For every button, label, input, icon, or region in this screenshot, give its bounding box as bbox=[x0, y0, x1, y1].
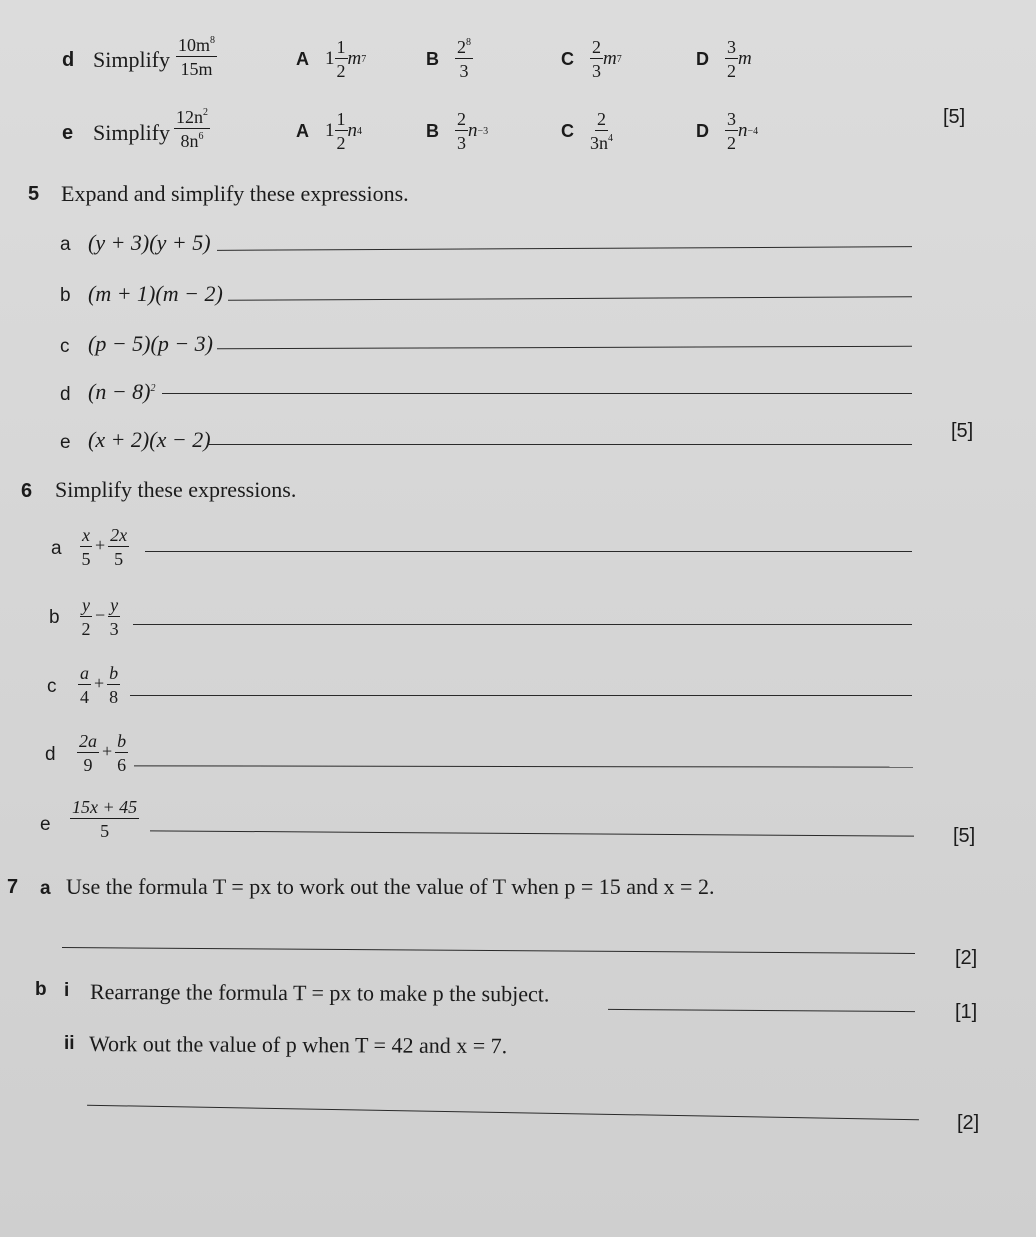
q4e-option-d bbox=[696, 110, 758, 152]
option-exp: 4 bbox=[357, 125, 362, 137]
option-var: m bbox=[347, 48, 362, 69]
option-var: n bbox=[468, 120, 478, 141]
option-exp: −3 bbox=[477, 125, 489, 137]
q6-title: Simplify these expressions. bbox=[55, 477, 297, 502]
q7bi-label: i bbox=[64, 980, 70, 1001]
operator: + bbox=[94, 673, 105, 694]
option-den-exp: 4 bbox=[608, 133, 613, 144]
frac-den: 2 bbox=[81, 619, 91, 639]
option-letter: C bbox=[561, 120, 574, 141]
q4d-option-b bbox=[426, 38, 473, 80]
frac-den: 5 bbox=[100, 821, 110, 841]
option-exp: 7 bbox=[361, 53, 367, 65]
q5-number: 5 bbox=[28, 183, 40, 205]
frac-den: 5 bbox=[81, 549, 91, 569]
q5-marks: [5] bbox=[951, 420, 974, 442]
q4e-option-b bbox=[426, 110, 488, 152]
option-den: 3 bbox=[457, 133, 466, 153]
q6d-label: d bbox=[45, 744, 56, 765]
q6c-answer-line[interactable] bbox=[130, 695, 912, 696]
option-num: 2 bbox=[457, 37, 466, 57]
q4e-den-exp: 6 bbox=[198, 131, 204, 142]
frac-num: y bbox=[110, 595, 119, 615]
frac-den: 9 bbox=[83, 755, 93, 775]
option-exp: 7 bbox=[616, 53, 622, 65]
q5b-answer-line[interactable] bbox=[228, 296, 912, 301]
frac-num: y bbox=[82, 595, 90, 615]
option-letter: C bbox=[561, 48, 574, 69]
option-whole: 1 bbox=[325, 120, 335, 141]
q6a-label: a bbox=[51, 538, 62, 559]
q6e-expression bbox=[70, 798, 139, 840]
frac-num: b bbox=[109, 663, 119, 683]
option-letter: A bbox=[296, 48, 309, 69]
option-whole: 1 bbox=[325, 48, 335, 69]
q4d-option-d bbox=[696, 38, 752, 80]
q6a-expression bbox=[80, 526, 129, 568]
option-num: 2 bbox=[592, 37, 601, 57]
option-num: 1 bbox=[336, 109, 346, 129]
q6b-answer-line[interactable] bbox=[133, 624, 912, 625]
q4d-option-a bbox=[296, 38, 366, 80]
option-num: 2 bbox=[457, 109, 466, 129]
q4e-num-exp: 2 bbox=[203, 107, 208, 118]
q7bi-answer-line[interactable] bbox=[608, 1009, 915, 1012]
option-var: n bbox=[347, 120, 357, 141]
option-den: 2 bbox=[727, 61, 736, 81]
option-num: 3 bbox=[727, 37, 736, 57]
q4e-expression bbox=[174, 108, 210, 150]
frac-num: x bbox=[82, 525, 90, 545]
q4d-label: d bbox=[62, 49, 75, 71]
option-letter: A bbox=[296, 120, 309, 141]
frac-den: 6 bbox=[117, 755, 127, 775]
q7bii-text: Work out the value of p when T = 42 and x = 7. bbox=[88, 1031, 508, 1059]
frac-num: 2x bbox=[110, 525, 128, 545]
q5d-answer-line[interactable] bbox=[162, 393, 912, 394]
q5a-label: a bbox=[60, 234, 71, 255]
q5d-expression bbox=[88, 379, 156, 405]
option-var: m bbox=[603, 48, 617, 69]
q7bi-text: Rearrange the formula T = px to make p the subject. bbox=[89, 979, 550, 1007]
q7a-answer-line[interactable] bbox=[62, 947, 915, 954]
q6d-expression bbox=[77, 732, 128, 774]
option-den: 2 bbox=[336, 133, 346, 153]
q4d-num-exp: 8 bbox=[210, 35, 216, 46]
q6b-expression bbox=[80, 596, 120, 638]
q4e-num: 12n bbox=[176, 107, 203, 127]
q6c-label: c bbox=[47, 676, 57, 697]
q7a-text: Use the formula T = px to work out the value of T when p = 15 and x = 2. bbox=[66, 874, 715, 899]
frac-den: 5 bbox=[114, 549, 124, 569]
q5a-answer-line[interactable] bbox=[217, 246, 912, 251]
option-letter: D bbox=[696, 48, 709, 69]
option-exp: −4 bbox=[747, 125, 759, 137]
frac-num: b bbox=[117, 731, 127, 751]
q6e-label: e bbox=[40, 814, 51, 835]
option-letter: B bbox=[426, 120, 439, 141]
option-letter: B bbox=[426, 48, 439, 69]
q7-number: 7 bbox=[7, 876, 19, 898]
frac-den: 3 bbox=[109, 619, 119, 639]
q6-number: 6 bbox=[21, 480, 33, 502]
q4d-den: 15m bbox=[180, 59, 213, 79]
q4e-text: Simplify bbox=[93, 120, 171, 145]
q4e-option-a bbox=[296, 110, 362, 152]
option-num: 1 bbox=[336, 37, 346, 57]
q4e-option-c bbox=[561, 110, 613, 152]
operator: − bbox=[95, 605, 106, 626]
q5e-answer-line[interactable] bbox=[207, 444, 912, 445]
q5d-expr-base: (n − 8) bbox=[88, 379, 151, 404]
option-den: 3 bbox=[459, 61, 469, 81]
q5c-answer-line[interactable] bbox=[217, 346, 912, 349]
q4d-text: Simplify bbox=[93, 47, 171, 72]
q4d-expression bbox=[176, 36, 217, 78]
q5-title: Expand and simplify these expressions. bbox=[61, 181, 409, 206]
option-num: 2 bbox=[597, 109, 606, 129]
q5a-expression: (y + 3)(y + 5) bbox=[88, 230, 211, 255]
frac-num: 2a bbox=[79, 731, 97, 751]
q7bii-marks: [2] bbox=[957, 1112, 980, 1134]
q5c-expression: (p − 5)(p − 3) bbox=[88, 331, 213, 356]
q7b-label: b bbox=[35, 979, 47, 1000]
q4d-option-c bbox=[561, 38, 622, 80]
q5d-expr-exp: 2 bbox=[150, 383, 156, 394]
q4d-num: 10m bbox=[178, 35, 211, 55]
q4e-label: e bbox=[62, 122, 74, 144]
q6e-answer-line[interactable] bbox=[150, 830, 914, 836]
q7bii-label: ii bbox=[64, 1033, 75, 1054]
q5e-label: e bbox=[60, 432, 71, 453]
option-den: 3n bbox=[590, 133, 608, 153]
option-den: 3 bbox=[592, 61, 601, 81]
option-var: m bbox=[738, 48, 752, 69]
q6-marks: [5] bbox=[953, 825, 976, 847]
q5d-label: d bbox=[60, 384, 71, 405]
option-den: 2 bbox=[727, 133, 736, 153]
q5c-label: c bbox=[60, 336, 70, 357]
q7a-marks: [2] bbox=[955, 947, 978, 969]
frac-den: 4 bbox=[80, 687, 89, 707]
operator: + bbox=[95, 535, 106, 556]
q6b-label: b bbox=[49, 607, 60, 628]
q5b-expression: (m + 1)(m − 2) bbox=[88, 281, 223, 306]
option-den: 2 bbox=[336, 61, 346, 81]
option-var: n bbox=[738, 120, 748, 141]
q6d-answer-line[interactable] bbox=[134, 765, 913, 767]
q6a-answer-line[interactable] bbox=[145, 551, 912, 552]
frac-den: 8 bbox=[109, 687, 119, 707]
option-letter: D bbox=[696, 120, 709, 141]
option-num-exp: 8 bbox=[466, 37, 471, 48]
frac-num: a bbox=[80, 663, 89, 683]
frac-num: 15x + 45 bbox=[72, 797, 138, 817]
q7bi-marks: [1] bbox=[955, 1001, 978, 1023]
q5e-expression: (x + 2)(x − 2) bbox=[88, 427, 211, 452]
q7a-label: a bbox=[40, 878, 51, 899]
option-num: 3 bbox=[727, 109, 736, 129]
q7bii-answer-line[interactable] bbox=[87, 1105, 919, 1121]
operator: + bbox=[102, 741, 113, 762]
q6c-expression bbox=[78, 664, 120, 706]
q5b-label: b bbox=[60, 285, 71, 306]
q4e-den: 8n bbox=[180, 131, 199, 151]
q4-marks: [5] bbox=[943, 106, 966, 128]
